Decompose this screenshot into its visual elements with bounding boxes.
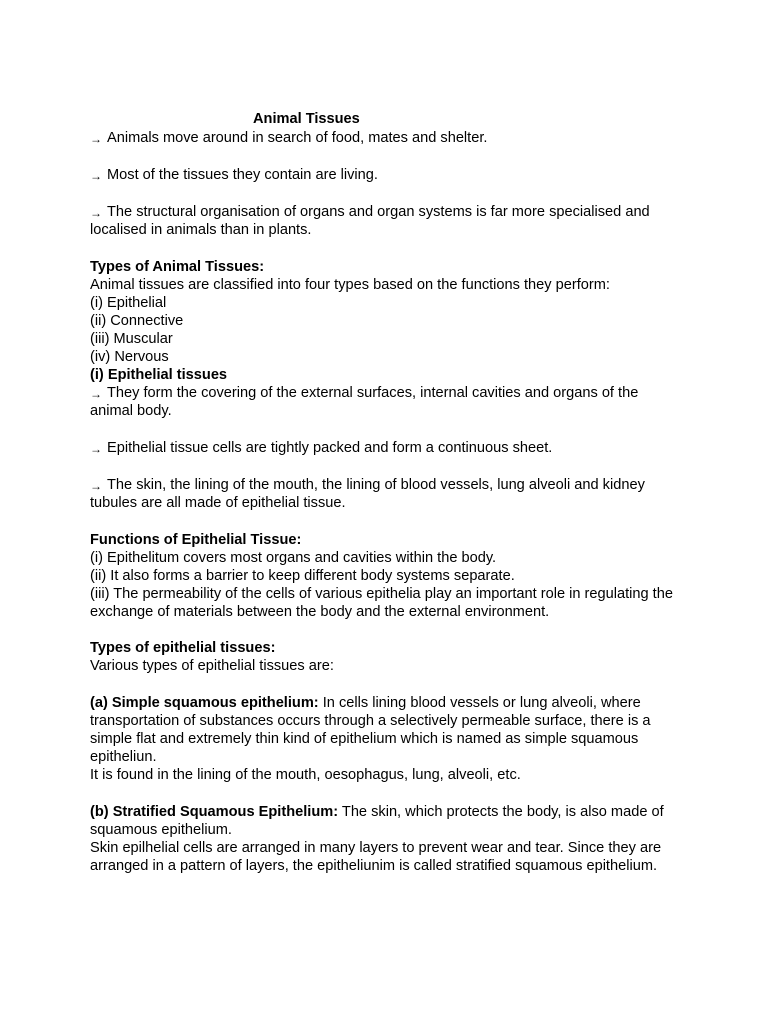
types-item-connective: (ii) Connective: [90, 313, 184, 329]
types-item-epithelial: (i) Epithelial: [90, 295, 167, 311]
epithelial-heading: (i) Epithelial tissues: [90, 367, 228, 383]
types-intro: Animal tissues are classified into four types based on the functions they perform:: [90, 277, 610, 293]
stratified-squamous-paragraph: (b) Stratified Squamous Epithelium: The skin, which protects the body, is also made of squamous epithelium.: [90, 804, 664, 838]
intro-point-1: → Animals move around in search of food, mates and shelter.: [90, 130, 488, 146]
simple-squamous-found: It is found in the lining of the mouth, oesophagus, lung, alveoli, etc.: [90, 767, 521, 783]
document-page: [90, 110, 680, 875]
intro-point-2: → Most of the tissues they contain are living.: [90, 167, 378, 183]
stratified-squamous-label: (b) Stratified Squamous Epithelium:: [90, 804, 339, 820]
simple-squamous-label: (a) Simple squamous epithelium:: [90, 695, 319, 711]
epi-types-intro: Various types of epithelial tissues are:: [90, 658, 334, 674]
stratified-squamous-detail: Skin epilhelial cells are arranged in many layers to prevent wear and tear. Since they are arranged in a pattern of layers, the epitheliunim is called stratified squamous epithelium.: [90, 840, 662, 874]
epithelial-point-3: → The skin, the lining of the mouth, the lining of blood vessels, lung alveoli and kidney tubules are all made of epithelial tissue.: [90, 477, 645, 511]
functions-item-3: (iii) The permeability of the cells of various epithelia play an important role in regulating the exchange of materials between the body and the external environment.: [90, 586, 673, 620]
simple-squamous-paragraph: (a) Simple squamous epithelium: In cells lining blood vessels or lung alveoli, where transportation of substances occurs through a selectively permeable surface, there is a simple flat and extremely thin kind of epithelium which is named as simple squamous epitheliun.: [90, 695, 651, 765]
epithelial-point-2: → Epithelial tissue cells are tightly packed and form a continuous sheet.: [90, 440, 553, 456]
epithelial-point-1: → They form the covering of the external surfaces, internal cavities and organs of the animal body.: [90, 385, 639, 419]
arrow-icon: →: [90, 132, 102, 146]
intro-point-3: → The structural organisation of organs and organ systems is far more specialised and localised in animals than in plants.: [90, 204, 650, 238]
arrow-icon: →: [90, 442, 102, 456]
types-item-muscular: (iii) Muscular: [90, 331, 173, 347]
types-item-nervous: (iv) Nervous: [90, 349, 169, 365]
functions-item-2: (ii) It also forms a barrier to keep different body systems separate.: [90, 568, 515, 584]
arrow-icon: →: [90, 206, 102, 220]
types-heading: Types of Animal Tissues:: [90, 259, 265, 275]
functions-item-1: (i) Epithelitum covers most organs and cavities within the body.: [90, 550, 497, 566]
arrow-icon: →: [90, 387, 102, 401]
page-title: Animal Tissues: [253, 111, 360, 127]
functions-heading: Functions of Epithelial Tissue:: [90, 532, 302, 548]
arrow-icon: →: [90, 169, 102, 183]
arrow-icon: →: [90, 479, 102, 493]
epi-types-heading: Types of epithelial tissues:: [90, 640, 276, 656]
